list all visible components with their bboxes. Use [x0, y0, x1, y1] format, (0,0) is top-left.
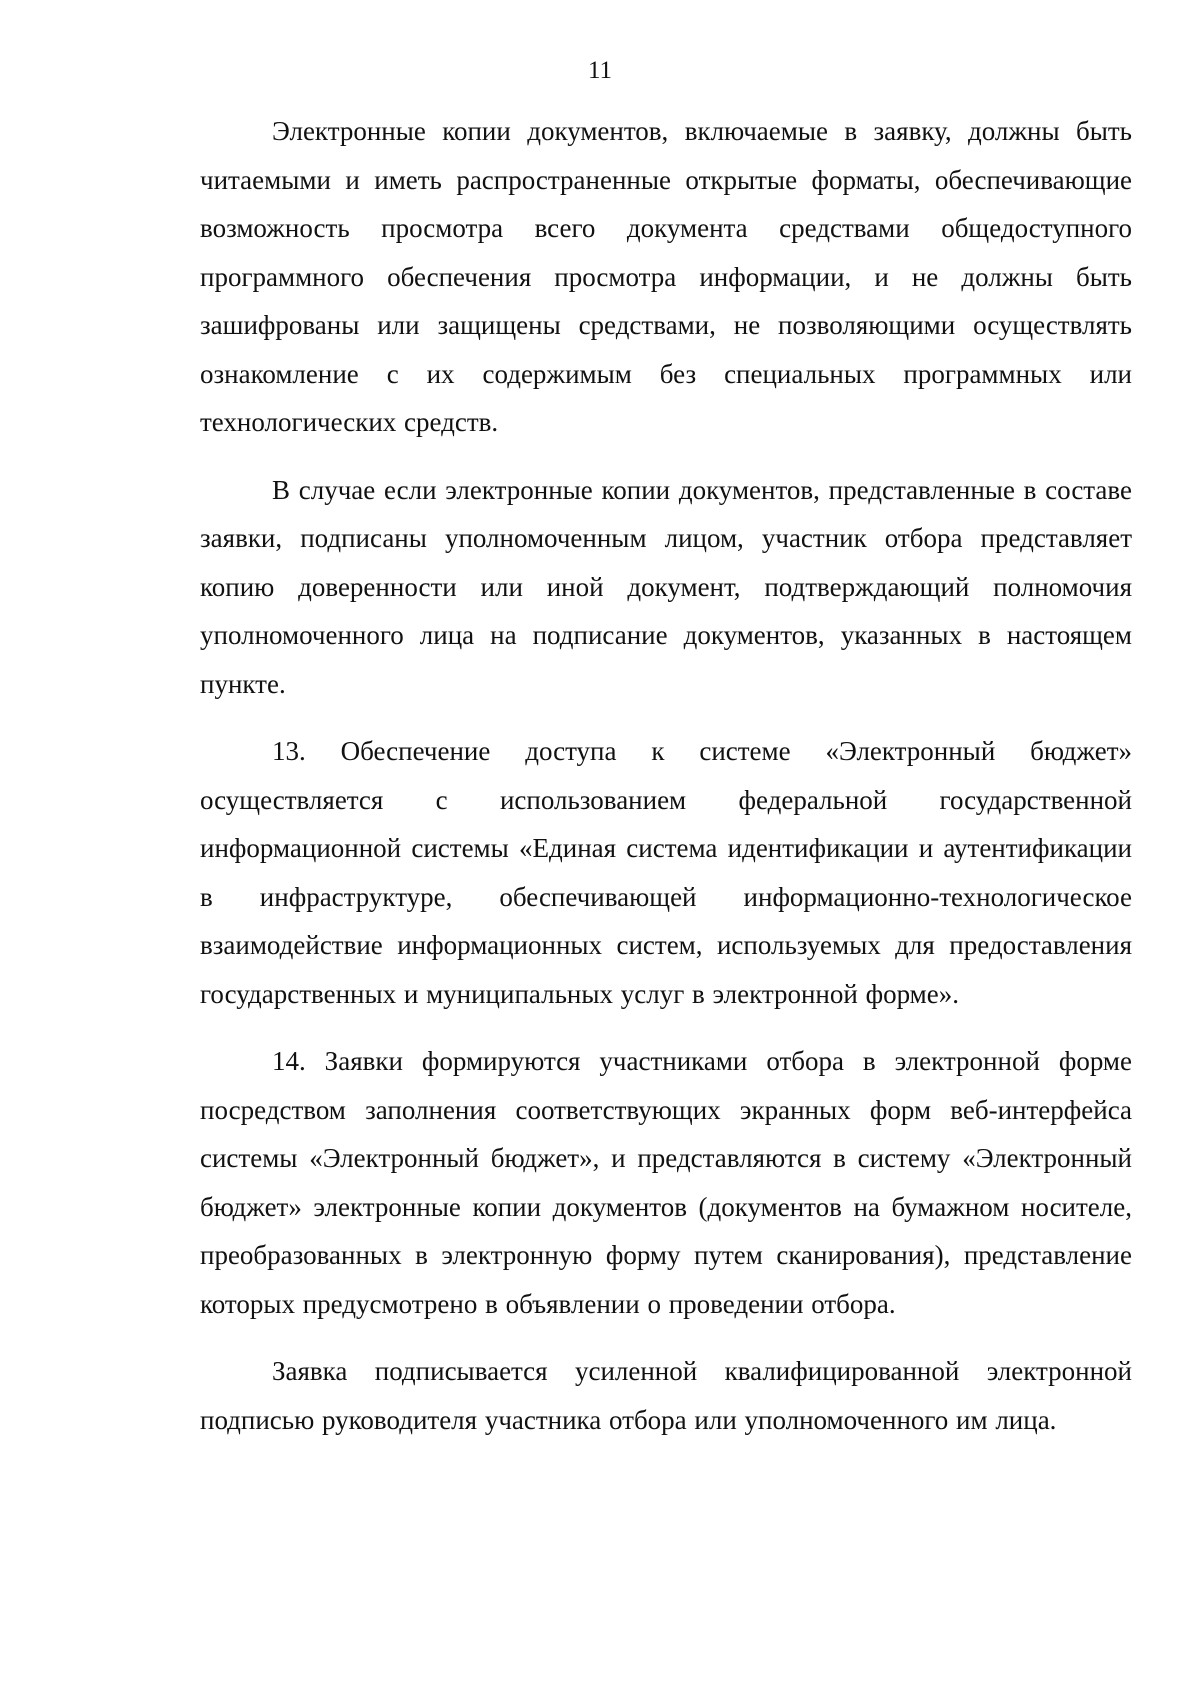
paragraph-authorized-person: В случае если электронные копии документов, представленные в составе заявки, подписаны уполномоченным лицом, участник отбора представляет копию доверенности или иной документ, подтверждающий полномочия уполномоченного лица на подписание документов, указанных в настоящем пункте.	[200, 474, 1132, 699]
paragraph-signature: Заявка подписывается усиленной квалифицированной электронной подписью руководителя участника отбора или уполномоченного им лица.	[200, 1356, 1132, 1435]
paragraph-electronic-copies: Электронные копии документов, включаемые в заявку, должны быть читаемыми и иметь распространенные открытые форматы, обеспечивающие возможность просмотра всего документа средствами общедоступного программного обеспечения просмотра информации, и не должны быть зашифрованы или защищены средствами, не позволяющими осуществлять ознакомление с их содержимым без специальных программных или технологических средств.	[200, 116, 1132, 437]
paragraph-item-14: 14. Заявки формируются участниками отбора в электронной форме посредством заполнения соответствующих экранных форм веб-интерфейса системы «Электронный бюджет», и представляются в систему «Электронный бюджет» электронные копии документов (документов на бумажном носителе, преобразованных в электронную форму путем сканирования), представление которых предусмотрено в объявлении о проведении отбора.	[200, 1046, 1132, 1319]
paragraph-item-13: 13. Обеспечение доступа к системе «Электронный бюджет» осуществляется с использованием федеральной государственной информационной системы «Единая система идентификации и аутентификации в инфраструктуре, обеспечивающей информационно-технологическое взаимодействие информационных систем, используемых для предоставления государственных и муниципальных услуг в электронной форме».	[200, 736, 1132, 1009]
page-number: 11	[587, 57, 613, 84]
document-body	[200, 107, 1132, 1463]
